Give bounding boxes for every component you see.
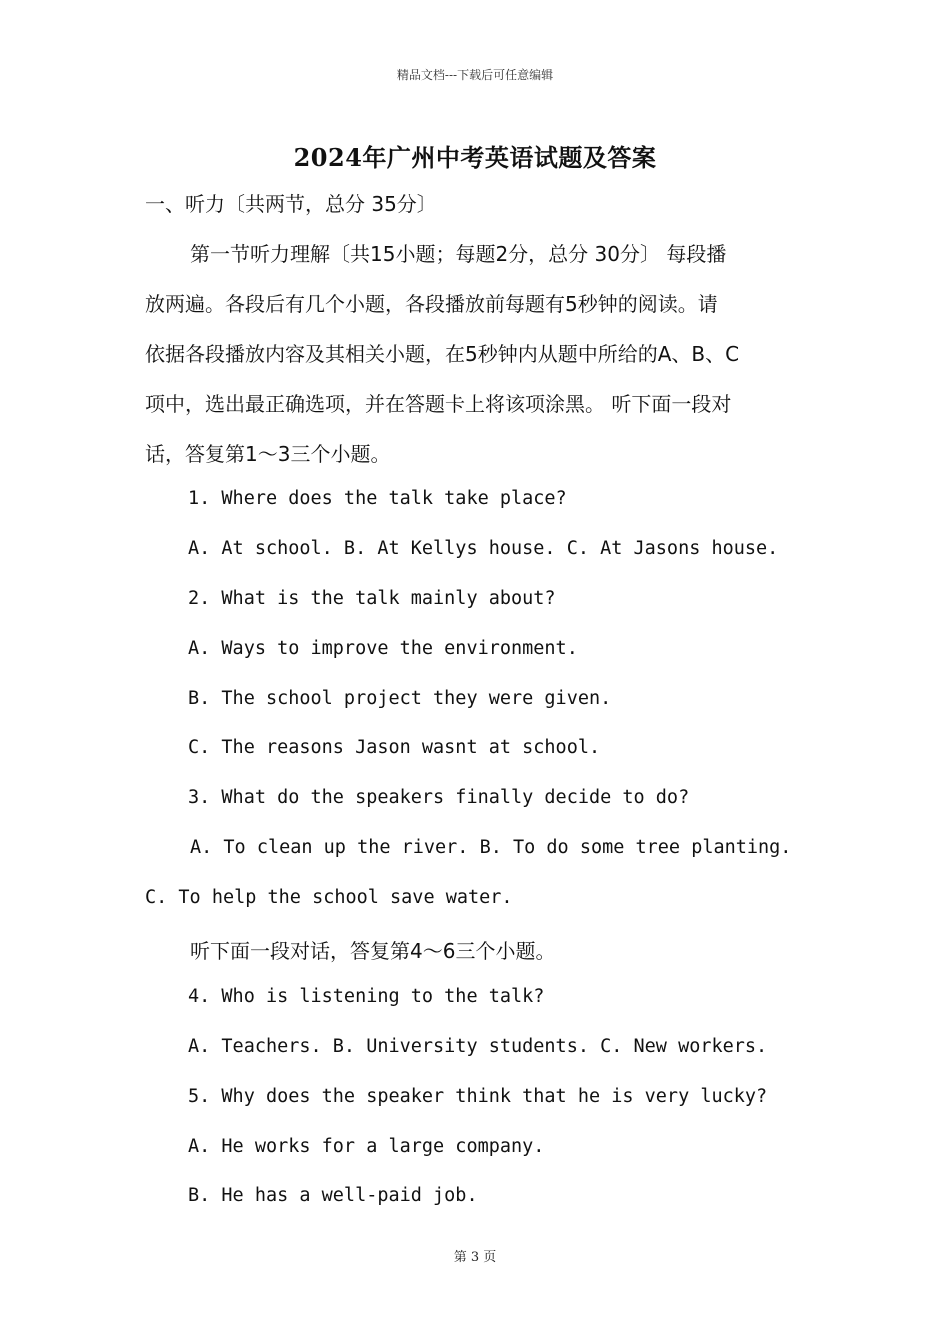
question-4: 4. Who is listening to the talk? <box>188 986 545 1007</box>
instructions-line-4: 项中，选出最正确选项，并在答题卡上将该项涂黑。 听下面一段对 <box>145 392 732 416</box>
instructions-line-1: 第一节听力理解〔共15小题；每题2分，总分 30分〕 每段播 <box>190 242 727 266</box>
question-3-options-line-1: A. To clean up the river. B. To do some tree planting. <box>190 837 792 858</box>
question-2: 2. What is the talk mainly about? <box>188 588 556 609</box>
instructions-line-5: 话，答复第1～3三个小题。 <box>145 442 391 466</box>
question-2-option-a: A. Ways to improve the environment. <box>188 638 578 659</box>
question-2-option-b: B. The school project they were given. <box>188 688 612 709</box>
question-1-options: A. At school. B. At Kellys house. C. At Jasons house. <box>188 538 779 559</box>
question-2-option-c: C. The reasons Jason wasnt at school. <box>188 737 601 758</box>
question-5-option-a: A. He works for a large company. <box>188 1136 545 1157</box>
section-intro-2: 听下面一段对话，答复第4～6三个小题。 <box>190 939 556 963</box>
page-header: 精品文档---下载后可任意编辑 <box>396 68 554 82</box>
page-title: 2024年广州中考英语试题及答案 <box>293 143 657 172</box>
section-heading-listening: 一、听力〔共两节，总分 35分〕 <box>145 192 437 216</box>
question-5-option-b: B. He has a well-paid job. <box>188 1185 478 1206</box>
page-number: 第 3 页 <box>453 1250 497 1265</box>
instructions-line-3: 依据各段播放内容及其相关小题，在5秒钟内从题中所给的A、B、C <box>145 342 740 366</box>
question-4-options: A. Teachers. B. University students. C. New workers. <box>188 1036 768 1057</box>
question-3: 3. What do the speakers finally decide to do? <box>188 787 690 808</box>
instructions-line-2: 放两遍。各段后有几个小题，各段播放前每题有5秒钟的阅读。请 <box>145 292 718 316</box>
question-5: 5. Why does the speaker think that he is very lucky? <box>188 1086 768 1107</box>
question-1: 1. Where does the talk take place? <box>188 488 567 509</box>
question-3-options-line-2: C. To help the school save water. <box>145 887 513 908</box>
